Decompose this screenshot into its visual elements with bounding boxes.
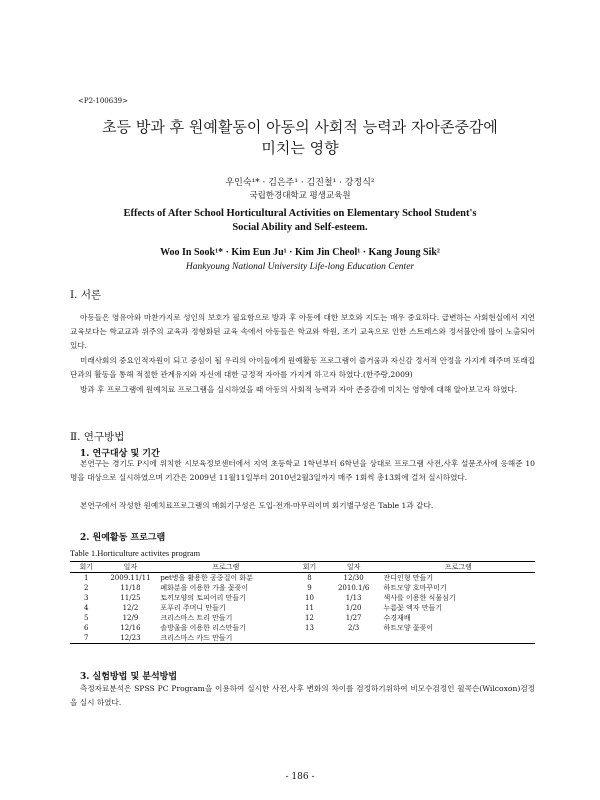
subjects-paragraph-1: 본연구는 경기도 P시에 위치한 시보육정보센터에서 지역 초등학교 1학년부터 6학년을 상대로 프로그램 사전,사후 설문조사에 응해준 10명을 대상으로 실시하였으며 기간은 2009년 11월11일부터 2010년2월3일까지 매주 1회씩 총13회에 걸쳐 실시하였다. — [70, 459, 535, 483]
paper-code: <P2-100639> — [78, 97, 128, 105]
table-cell: 3 — [84, 594, 89, 602]
table-cell: 9 — [307, 584, 312, 592]
title-korean-line1: 초등 방과 후 원예활동이 아동의 사회적 능력과 자아존중감에 — [102, 118, 498, 136]
table-cell: 11/18 — [120, 584, 141, 592]
table-cell: pet병을 활용한 공중걸이 화분 — [160, 574, 253, 582]
table-cell: 2009.11/11 — [110, 574, 151, 582]
page-number: - 186 - — [285, 772, 315, 782]
subjects-paragraph-2: 본연구에서 작성한 원예치료프로그램의 매회기구성은 도입-전개-마무리이며 회기별구성은 Table 1과 같다. — [80, 501, 434, 510]
institution-korean: 국립한경대학교 평생교육원 — [249, 191, 351, 201]
intro-paragraph-1: 아동들은 영유아와 마찬가지로 성인의 보호가 필요함으로 방과 후 아동에 대한 보호와 지도는 매우 중요하다. 급변하는 사회현실에서 지연교육보다는 학교교과 위주의 교육과 정형화된 교육 속에서 아동들은 학교와 학원, 조기 교육으로 인한 스트레스와 정서불안에 많이 노출되어 있다. — [70, 313, 535, 351]
subsection-heading-analysis: 3. 실험방법 및 분석방법 — [80, 672, 178, 682]
header-program: 프로그램 — [444, 563, 472, 571]
table-cell — [382, 633, 535, 644]
table-row — [70, 633, 535, 644]
table-cell: 12/16 — [120, 624, 141, 632]
table-row — [70, 583, 535, 593]
table-cell: 2 — [84, 584, 89, 592]
header-date: 일자 — [123, 563, 138, 571]
section-heading-methods: Ⅱ. 연구방법 — [70, 431, 125, 443]
program-table — [70, 561, 535, 644]
subsection-heading-program: 2. 원예활동 프로그램 — [80, 533, 166, 543]
table-cell: 7 — [84, 634, 89, 642]
section-heading-introduction: I. 서론 — [70, 289, 102, 301]
table-cell: 하트모양 꽃꽂이 — [383, 624, 434, 632]
header-session: 회기 — [302, 563, 317, 571]
authors-korean: 우인숙¹* · 김은주¹ · 김진철¹ · 강정식² — [225, 178, 375, 188]
intro-paragraph-2: 미래사회의 중요인적자원이 되고 중심이 될 우리의 아이들에게 원예활동 프로그램이 즐거움과 자신감 정서적 안정을 가지게 해주며 또래집단과의 활동을 통해 적절한 관계유지와 자신에 대한 긍정적 자아를 가지게 하고자 하였다.(한주랑,2009) — [70, 356, 535, 380]
table-cell: 하트모양 호마꾸미기 — [383, 584, 447, 592]
table-row — [70, 593, 535, 603]
table-cell: 11/25 — [120, 594, 141, 602]
table-cell: 13 — [305, 624, 314, 632]
table-cell: 1/13 — [345, 594, 362, 602]
table-caption: Table 1.Horticulture activites program — [70, 548, 201, 558]
table-cell: 12/30 — [343, 574, 364, 582]
table-cell: 2/3 — [348, 624, 360, 632]
table-cell — [326, 633, 382, 644]
title-korean-line2: 미치는 영향 — [261, 139, 339, 157]
table-cell: 솔방울을 이용한 리스만들기 — [160, 624, 246, 632]
title-english-line2: Social Ability and Self-esteem. — [232, 222, 368, 233]
table-cell: 8 — [307, 574, 312, 582]
header-session: 회기 — [79, 563, 94, 571]
table-row — [70, 623, 535, 633]
header-program: 프로그램 — [212, 563, 240, 571]
table-cell: 폐화분을 이용한 가을 꽃꽂이 — [160, 584, 249, 592]
table-cell: 2010.1/6 — [337, 584, 370, 592]
table-cell: 누름꽃 액자 만들기 — [383, 604, 443, 612]
table-cell: 잔디인형 만들기 — [383, 574, 434, 582]
table-cell: 1/27 — [345, 614, 362, 622]
table-cell — [293, 633, 326, 644]
table-row — [70, 613, 535, 623]
table-cell: 크리스마스 카드 만들기 — [160, 634, 233, 642]
title-english — [0, 207, 600, 235]
table-cell: 포푸리 주머니 만들기 — [160, 604, 226, 612]
table-cell: 1/20 — [345, 604, 362, 612]
title-english-line1: Effects of After School Horticultural Activities on Elementary School Student's — [123, 208, 477, 219]
authors-english: Woo In Sook¹* · Kim Eun Ju¹ · Kim Jin Cheol¹ · Kang Joung Sik² — [160, 247, 440, 258]
intro-paragraph-3: 방과 후 프로그램에 원예치료 프로그램을 실시하였을 때 아동의 사회적 능력과 자아 존중감에 미치는 영향에 대해 알아보고자 하였다. — [80, 385, 518, 394]
table-cell: 크리스마스 트리 만들기 — [160, 614, 233, 622]
table-row — [70, 573, 535, 584]
table-cell: 토끼모양의 토피어리 만들기 — [160, 594, 246, 602]
table-cell: 12/2 — [122, 604, 139, 612]
subsection-heading-subjects: 1. 연구대상 및 기간 — [80, 449, 160, 459]
table-cell: 4 — [84, 604, 89, 612]
table-cell: 12 — [305, 614, 314, 622]
table-cell: 5 — [84, 614, 89, 622]
table-cell: 수경재배 — [383, 614, 411, 622]
table-header-row — [70, 562, 535, 573]
header-date: 일자 — [346, 563, 361, 571]
table-cell: 11 — [305, 604, 314, 612]
institution-english: Hankyoung National University Life-long Education Center — [185, 262, 415, 272]
table-cell: 10 — [305, 594, 314, 602]
table-cell: 12/9 — [122, 614, 139, 622]
table-cell: 1 — [84, 574, 89, 582]
table-row — [70, 603, 535, 613]
table-cell: 12/23 — [120, 634, 141, 642]
table-cell: 색사를 이용한 식물심기 — [383, 594, 456, 602]
analysis-paragraph: 측정자료분석은 SPSS PC Program을 이용하여 실시한 사전,사후 변화의 차이를 검정하기위하여 비모수검정인 윌콕슨(Wilcoxon)검정을 실시 하였다. — [70, 684, 535, 708]
table-cell: 6 — [84, 624, 89, 632]
